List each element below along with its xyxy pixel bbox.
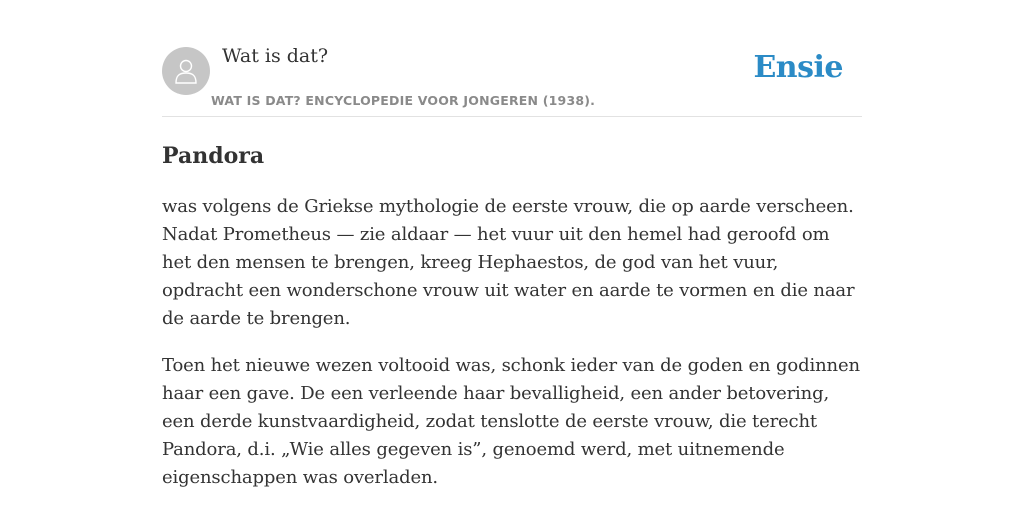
source-label[interactable]: WAT IS DAT? ENCYCLOPEDIE VOOR JONGEREN (1938).: [211, 93, 596, 108]
paragraph: was volgens de Griekse mythologie de eerste vrouw, die op aarde verscheen. Nadat Prometheus — zie aldaar — het vuur uit den hemel had geroofd om het den mensen te brengen, kreeg Hephaestos, de god van het vuur, opdracht een wonderschone vrouw uit water en aarde te vormen en die naar de aarde te brengen.: [162, 196, 855, 329]
user-silhouette-icon: [171, 56, 201, 86]
avatar[interactable]: [162, 47, 210, 95]
article-body: [162, 193, 862, 492]
entry-header: [162, 0, 862, 117]
author-name[interactable]: Wat is dat?: [222, 45, 329, 67]
paragraph: Toen het nieuwe wezen voltooid was, schonk ieder van de goden en godinnen haar een gave. De een verleende haar bevalligheid, een ander betovering, een derde kunstvaardigheid, zodat tenslotte de eerste vrouw, die terecht Pandora, d.i. „Wie alles gegeven is”, genoemd werd, met uitnemende eigenschappen was overladen.: [162, 355, 860, 488]
entry-page: [162, 0, 862, 492]
page-title: Pandora: [162, 143, 265, 169]
brand-logo[interactable]: Ensie: [753, 50, 843, 85]
